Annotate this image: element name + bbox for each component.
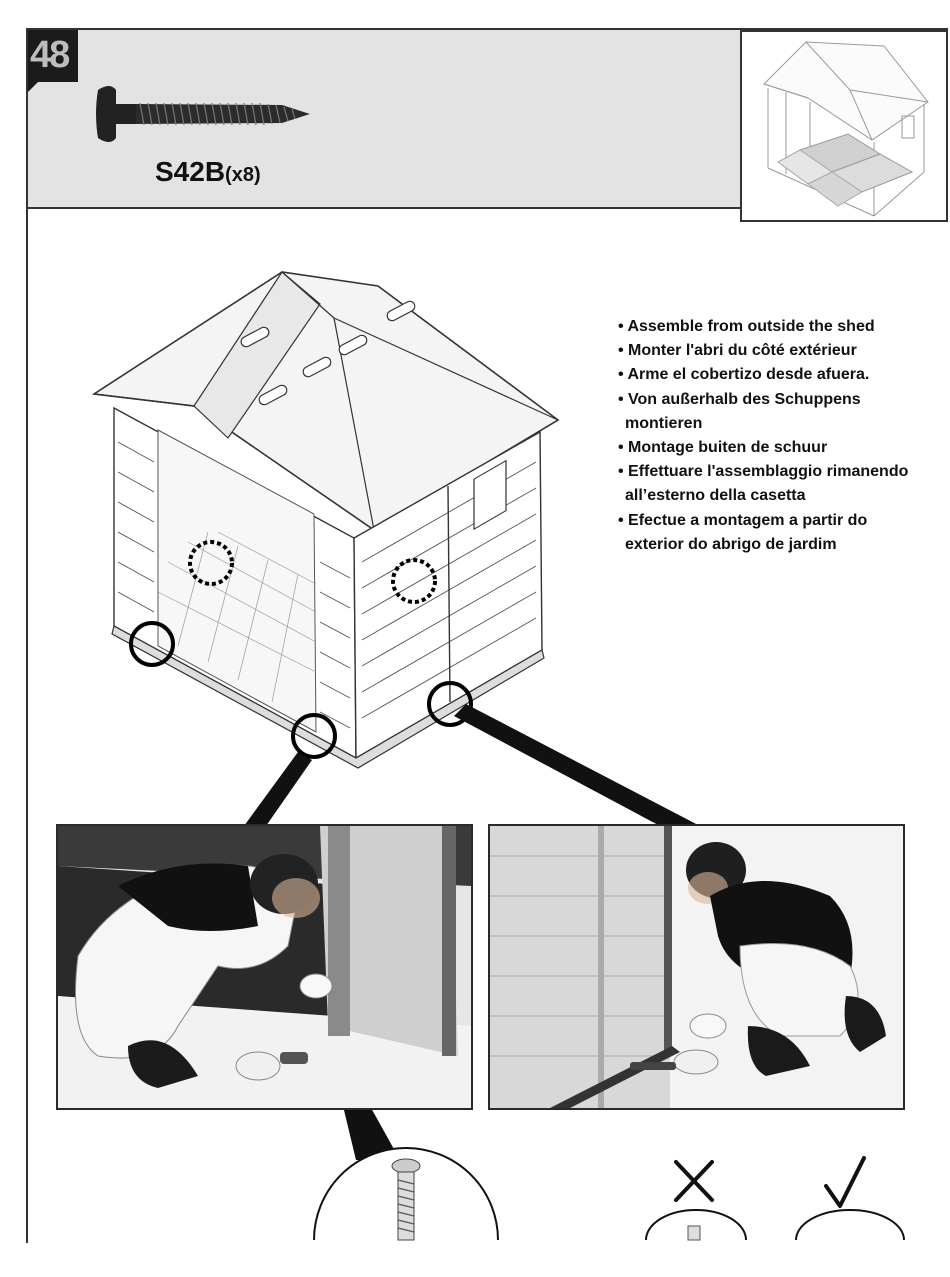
instruction-line: • Monter l'abri du côté extérieur bbox=[618, 342, 857, 360]
instruction-line: • Assemble from outside the shed bbox=[618, 318, 875, 335]
instruction-line: • Efectue a montagem a partir do bbox=[618, 511, 868, 529]
check-icon bbox=[826, 1158, 864, 1206]
instruction-line: • Effettuare l'assemblaggio rimanendo bbox=[618, 463, 909, 481]
part-code: S42B bbox=[155, 156, 226, 187]
cross-icon bbox=[676, 1162, 712, 1200]
part-quantity: (x8) bbox=[225, 164, 261, 186]
bottom-detail-figures bbox=[0, 1110, 950, 1277]
instruction-line: all’esterno della casetta bbox=[625, 487, 806, 505]
step-badge-corner bbox=[28, 82, 38, 92]
part-label bbox=[155, 158, 261, 186]
instruction-line: • Montage buiten de schuur bbox=[618, 439, 828, 457]
instruction-line: • Arme el cobertizo desde afuera. bbox=[618, 366, 870, 384]
instruction-line: exterior do abrigo de jardim bbox=[625, 535, 837, 553]
photo-right-base-screwing bbox=[488, 824, 905, 1110]
screw-icon bbox=[92, 84, 317, 146]
instruction-line: montieren bbox=[625, 414, 703, 432]
shed-overview-drawing bbox=[742, 32, 946, 220]
step-number: 48 bbox=[30, 34, 69, 76]
shed-assembly-diagram bbox=[88, 262, 568, 772]
overview-thumbnail bbox=[740, 30, 948, 222]
photo-left-corner-screwing bbox=[56, 824, 473, 1110]
assembly-instructions bbox=[618, 315, 938, 557]
instruction-line: • Von außerhalb des Schuppens bbox=[618, 390, 861, 408]
